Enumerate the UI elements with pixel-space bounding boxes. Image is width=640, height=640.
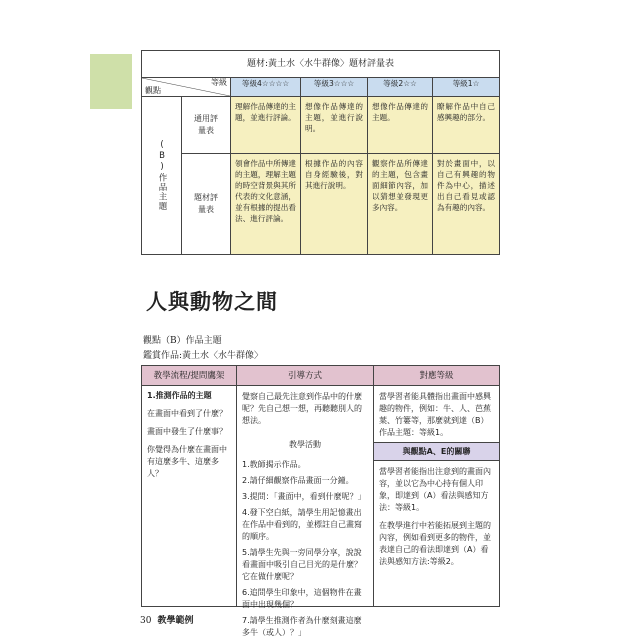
level-2-header: 等級2☆☆ <box>368 78 433 97</box>
activity-title: 教學活動 <box>289 440 321 449</box>
guide-intro: 覺察自己最先注意到作品中的什麼呢？先自己想一想，再聽聽別人的想法。 <box>242 392 362 425</box>
level-4-header: 等級4☆☆☆☆ <box>231 78 301 97</box>
viewpoint-line: 觀點（B）作品主題 <box>143 336 222 346</box>
page-footer <box>140 613 193 626</box>
link-text-2: 在教學進行中若能拓展到主題的內容，例如看到更多的物件，並表達自己的看法即達到（A）看法與感知方法:等級2。 <box>379 521 491 566</box>
guide-header: 引導方式 <box>237 366 374 386</box>
activity-step-3: 3.提問：「畫面中，看到什麼呢？」 <box>242 492 366 501</box>
general-rubric-label: 通用評量表 <box>194 114 218 135</box>
general-level-3: 想像作品傳達的主題，並進行說明。 <box>301 97 368 154</box>
activity-step-7: 7.請學生推測作者為什麼刻畫這麼多牛（或人）？」 <box>242 616 362 637</box>
link-subheader: 與觀點A、E的關聯 <box>374 442 499 461</box>
activity-step-2: 2.請仔細觀察作品畫面一分鐘。 <box>242 476 354 485</box>
footer-title: 教學範例 <box>157 616 194 626</box>
activity-step-1: 1.教師揭示作品。 <box>242 460 306 469</box>
flow-question-2: 畫面中發生了什麼事？ <box>147 427 227 436</box>
rubric-table <box>141 50 500 255</box>
rubric-category <box>142 97 182 254</box>
subject-rubric-label: 題材評量表 <box>194 193 218 214</box>
activity-step-4: 4.發下空白紙，請學生用記憶畫出在作品中看到的，並標註自己畫寫的順序。 <box>242 508 362 541</box>
general-rubric-label-cell <box>182 97 231 154</box>
subject-rubric-label-cell <box>182 154 231 254</box>
guide-column <box>237 386 374 637</box>
flow-title: 1.推測作品的主題 <box>147 391 212 400</box>
page-number: 30 <box>140 616 152 626</box>
rubric-caption: 題材:黃土水〈水牛群像〉題材評量表 <box>142 51 499 78</box>
grade-label: 等級 <box>211 78 227 87</box>
activity-step-5: 5.請學生先與一旁同學分享，說說看畫面中吸引自己目光的是什麼？它在做什麼呢？ <box>242 548 362 581</box>
rubric-corner <box>142 78 231 97</box>
section-tab <box>90 54 132 109</box>
level-text: 當學習者能具體指出畫面中感興趣的物件，例如：牛、人、芭蕉葉、竹簍等，那麼就到達（B）作品主題：等級1。 <box>379 392 491 437</box>
subject-level-2: 觀察作品所傳達的主題，包含畫面細節內容，加以猜想並發現更多內容。 <box>368 154 433 254</box>
general-level-2: 想像作品傳達的主題。 <box>368 97 433 154</box>
category-label: (B)作品主題 <box>157 140 167 211</box>
subject-level-1: 對於畫面中，以自己有興趣的物件為中心，描述出自己看見或認為有趣的內容。 <box>433 154 499 254</box>
general-level-4: 理解作品傳達的主題，並進行評論。 <box>231 97 301 154</box>
section-heading: 人與動物之間 <box>146 289 278 314</box>
flow-column <box>142 386 237 606</box>
subject-level-3: 根據作品的內容自身經驗後，對其進行說明。 <box>301 154 368 254</box>
activity-step-6: 6.追問學生印象中，這個物件在畫面中出現幾個？ <box>242 588 362 609</box>
link-text-1: 當學習者能指出注意到的畫面內容，並以它為中心持有個人印象，即達到（A）看法與感知方法：等級1。 <box>379 467 491 512</box>
level-3-header: 等級3☆☆☆ <box>301 78 368 97</box>
flow-question-3: 你覺得為什麼在畫面中有這麼多牛、這麼多人？ <box>147 445 227 478</box>
level-column <box>374 386 499 606</box>
flow-header: 教學流程/提問鷹架 <box>142 366 237 386</box>
appreciation-line: 鑑賞作品:黃土水〈水牛群像〉 <box>143 351 264 361</box>
flow-question-1: 在畫面中看到了什麼？ <box>147 409 227 418</box>
general-level-1: 瞭解作品中自己感興趣的部分。 <box>433 97 499 154</box>
level-1-header: 等級1☆ <box>433 78 499 97</box>
level-header: 對應等級 <box>374 366 499 386</box>
subject-level-4: 領會作品中所傳達的主題，理解主題的時空背景與其所代表的文化意涵，並有根據的提出看法、進行評論。 <box>231 154 301 254</box>
viewpoint-label: 觀點 <box>145 86 161 95</box>
